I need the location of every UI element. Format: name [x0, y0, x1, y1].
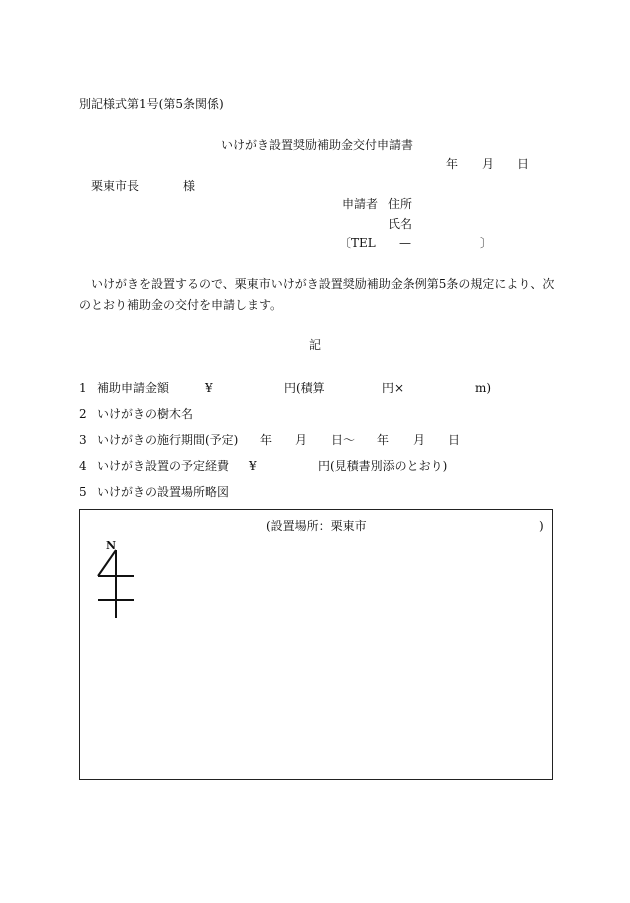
item-3-end-day: 日 — [448, 433, 461, 447]
document-title: いけがき設置奨励補助金交付申請書 — [221, 138, 414, 152]
item-3-end-month: 月 — [413, 433, 426, 447]
item-1-yen: ¥ — [205, 381, 213, 395]
applicant-tel-dash: — — [399, 236, 411, 250]
form-number-label: 別記様式第1号(第5条関係) — [79, 97, 224, 111]
date-month: 月 — [482, 157, 495, 171]
location-close-paren: ) — [539, 519, 544, 533]
item-2-number: 2 — [79, 407, 87, 421]
item-5-number: 5 — [79, 485, 87, 499]
item-5-label: いけがきの設置場所略図 — [97, 485, 230, 499]
item-3-label: いけがきの施行期間(予定) — [97, 433, 239, 447]
item-3-number: 3 — [79, 433, 87, 447]
applicant-address-label: 住所 — [388, 197, 413, 211]
addressee-name: 栗東市長 — [91, 179, 140, 193]
item-3-start-month: 月 — [295, 433, 308, 447]
item-1-number: 1 — [79, 381, 87, 395]
applicant-name-label: 氏名 — [388, 217, 413, 231]
applicant-label: 申請者 — [342, 197, 379, 211]
north-label: N — [105, 539, 117, 552]
item-3-start-year: 年 — [260, 433, 273, 447]
item-2-label: いけがきの樹木名 — [97, 407, 194, 421]
body-paragraph: いけがきを設置するので、栗東市いけがき設置奨励補助金条例第5条の規定により、次のとおり補助金の交付を申請します。 — [79, 277, 555, 312]
date-day: 日 — [517, 157, 530, 171]
applicant-tel-close: 〕 — [480, 236, 493, 250]
item-4-yen: ¥ — [249, 459, 257, 473]
item-1-label: 補助申請金額 — [97, 381, 170, 395]
item-4-number: 4 — [79, 459, 87, 473]
north-arrow-icon — [94, 538, 138, 620]
item-1-en-seki: 円(積算 — [284, 381, 325, 395]
item-1-en-x: 円× — [382, 381, 405, 395]
addressee-honorific: 様 — [183, 179, 196, 193]
applicant-tel-open: 〔TEL — [339, 236, 376, 250]
ki-marker: 記 — [309, 338, 322, 352]
item-4-suffix: 円(見積書別添のとおり) — [318, 459, 448, 473]
location-map-box — [79, 509, 553, 780]
item-1-unit: m) — [475, 381, 492, 395]
location-label: (設置場所：栗東市 — [266, 519, 367, 533]
item-3-end-year: 年 — [377, 433, 390, 447]
date-year: 年 — [446, 157, 459, 171]
item-4-label: いけがき設置の予定経費 — [97, 459, 230, 473]
item-3-start-day: 日〜 — [331, 433, 356, 447]
